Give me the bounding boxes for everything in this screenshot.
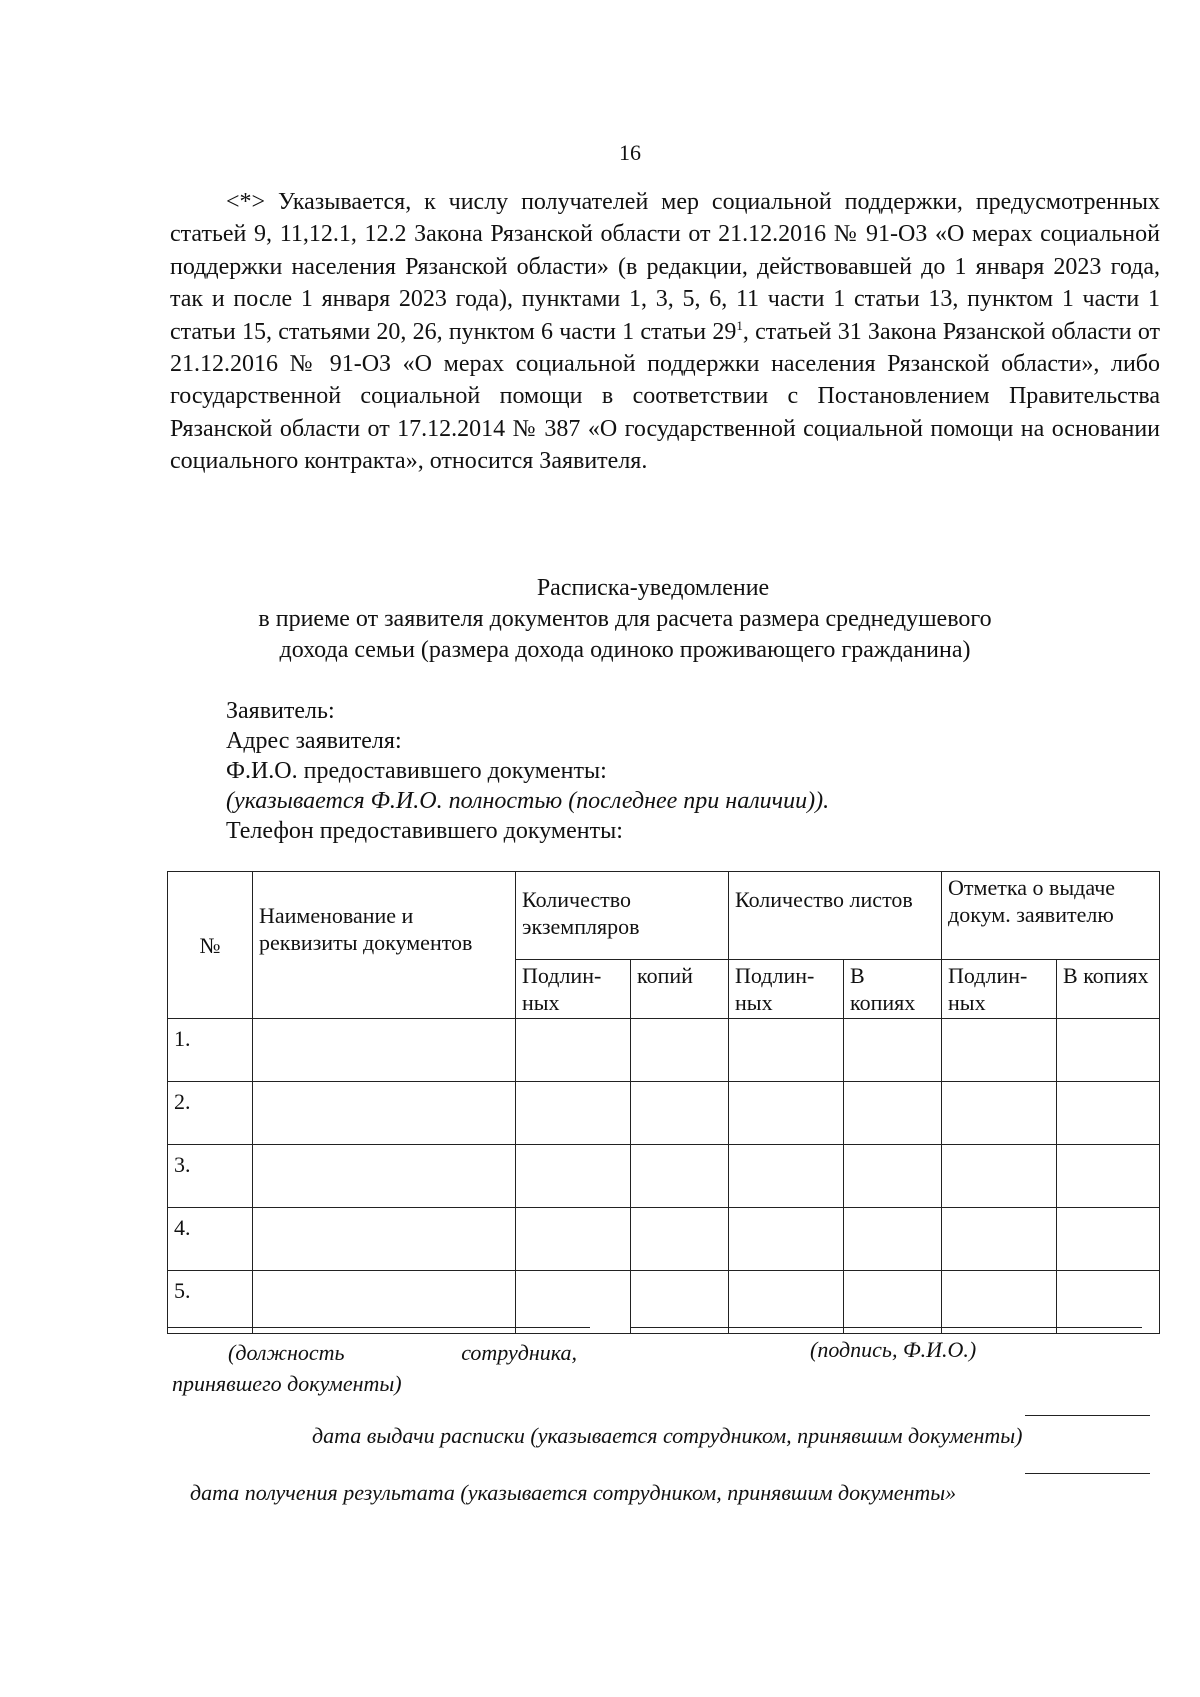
cell-empty bbox=[729, 1082, 844, 1145]
signature-line bbox=[630, 1327, 1142, 1328]
subheader-issue-in-copies: В копиях bbox=[1057, 960, 1160, 1019]
position-caption: (должность сотрудника, принявшего документы) bbox=[172, 1340, 577, 1396]
result-date-caption: дата получения результата (указывается сотрудником, принявшим документы» bbox=[190, 1480, 957, 1505]
table-row bbox=[168, 1082, 1160, 1145]
subheader-sheets-original: Подлин-ных bbox=[729, 960, 844, 1019]
cell-empty bbox=[631, 1208, 729, 1271]
header-number: № bbox=[168, 872, 253, 1019]
cell-empty bbox=[1057, 1271, 1160, 1334]
cell-empty bbox=[516, 1019, 631, 1082]
issue-date-line bbox=[1025, 1415, 1150, 1416]
header-copies-count: Количество экземпляров bbox=[516, 872, 729, 960]
applicant-label: Заявитель: bbox=[226, 698, 335, 724]
applicant-address-label: Адрес заявителя: bbox=[226, 728, 402, 754]
cell-empty bbox=[253, 1019, 516, 1082]
submitter-name-note: (указывается Ф.И.О. полностью (последнее при наличии)). bbox=[226, 788, 830, 814]
subheader-copies-copy: копий bbox=[631, 960, 729, 1019]
header-issue-mark: Отметка о выдаче докум. заявителю bbox=[942, 872, 1160, 960]
cell-empty bbox=[631, 1145, 729, 1208]
table-header-row bbox=[168, 872, 1160, 960]
submitter-name-label: Ф.И.О. предоставившего документы: bbox=[226, 758, 607, 784]
cell-empty bbox=[844, 1082, 942, 1145]
cell-empty bbox=[1057, 1208, 1160, 1271]
result-date-line bbox=[1025, 1473, 1150, 1474]
subheader-copies-original: Подлин-ных bbox=[516, 960, 631, 1019]
row-number: 1. bbox=[168, 1019, 253, 1082]
row-number: 5. bbox=[168, 1271, 253, 1334]
cell-empty bbox=[1057, 1145, 1160, 1208]
cell-empty bbox=[253, 1208, 516, 1271]
cell-empty bbox=[631, 1082, 729, 1145]
footnote-paragraph bbox=[170, 186, 1160, 478]
table-row bbox=[168, 1208, 1160, 1271]
cell-empty bbox=[729, 1145, 844, 1208]
receipt-subtitle-line2: дохода семьи (размера дохода одиноко проживающего гражданина) bbox=[279, 637, 971, 663]
header-sheets-count: Количество листов bbox=[729, 872, 942, 960]
cell-empty bbox=[516, 1271, 631, 1334]
cell-empty bbox=[844, 1208, 942, 1271]
documents-table bbox=[167, 871, 1160, 1334]
cell-empty bbox=[631, 1271, 729, 1334]
header-document-name: Наименование и реквизиты документов bbox=[253, 872, 516, 1019]
cell-empty bbox=[516, 1145, 631, 1208]
cell-empty bbox=[253, 1145, 516, 1208]
cell-empty bbox=[631, 1019, 729, 1082]
cell-empty bbox=[253, 1271, 516, 1334]
applicant-fields bbox=[226, 696, 829, 846]
submitter-phone-label: Телефон предоставившего документы: bbox=[226, 818, 623, 844]
cell-empty bbox=[729, 1208, 844, 1271]
cell-empty bbox=[942, 1082, 1057, 1145]
subheader-issue-original: Подлин-ных bbox=[942, 960, 1057, 1019]
cell-empty bbox=[844, 1271, 942, 1334]
signature-caption: (подпись, Ф.И.О.) bbox=[810, 1337, 977, 1362]
cell-empty bbox=[1057, 1019, 1160, 1082]
footnote-text-part2: , статьей 31 Закона Рязанской области от 21.12.2016 № 91-ОЗ «О мерах социальной поддержки населения Рязанской области», либо государственной социальной помощи в соответствии с Постановлением Правительства Рязанской области от 17.12.2014 № 387 «О государственной социальной помощи на основании социального контракта», относится Заявителя. bbox=[170, 318, 1161, 475]
row-number: 4. bbox=[168, 1208, 253, 1271]
cell-empty bbox=[253, 1082, 516, 1145]
cell-empty bbox=[942, 1271, 1057, 1334]
subheader-sheets-in-copies: В копиях bbox=[844, 960, 942, 1019]
position-signature-line bbox=[167, 1327, 590, 1328]
cell-empty bbox=[942, 1145, 1057, 1208]
footnote-superscript: 1 bbox=[736, 317, 743, 333]
footnote-text-part1: <*> Указывается, к числу получателей мер социальной поддержки, предусмотренных статьей 9, 11,12.1, 12.2 Закона Рязанской области от 21.12.2016 № 91-ОЗ «О мерах социальной поддержки населения Рязанской области» (в редакции, действовавшей до 1 января 2023 года, так и после 1 января 2023 года), пунктами 1, 3, 5, 6, 11 части 1 статьи 13, пунктом 1 части 1 статьи 15, статьями 20, 26, пунктом 6 части 1 статьи 29 bbox=[170, 189, 1160, 345]
cell-empty bbox=[844, 1019, 942, 1082]
page-number: 16 bbox=[619, 140, 641, 165]
receipt-subtitle-line1: в приеме от заявителя документов для расчета размера среднедушевого bbox=[258, 606, 992, 632]
table-row bbox=[168, 1271, 1160, 1334]
row-number: 3. bbox=[168, 1145, 253, 1208]
issue-date-caption: дата выдачи расписки (указывается сотрудником, принявшим документы) bbox=[312, 1423, 1023, 1448]
cell-empty bbox=[516, 1082, 631, 1145]
cell-empty bbox=[942, 1208, 1057, 1271]
row-number: 2. bbox=[168, 1082, 253, 1145]
cell-empty bbox=[1057, 1082, 1160, 1145]
cell-empty bbox=[844, 1145, 942, 1208]
cell-empty bbox=[942, 1019, 1057, 1082]
table-row bbox=[168, 1145, 1160, 1208]
cell-empty bbox=[729, 1019, 844, 1082]
receipt-title: Расписка-уведомление bbox=[536, 575, 770, 601]
table-row bbox=[168, 1019, 1160, 1082]
cell-empty bbox=[729, 1271, 844, 1334]
cell-empty bbox=[516, 1208, 631, 1271]
